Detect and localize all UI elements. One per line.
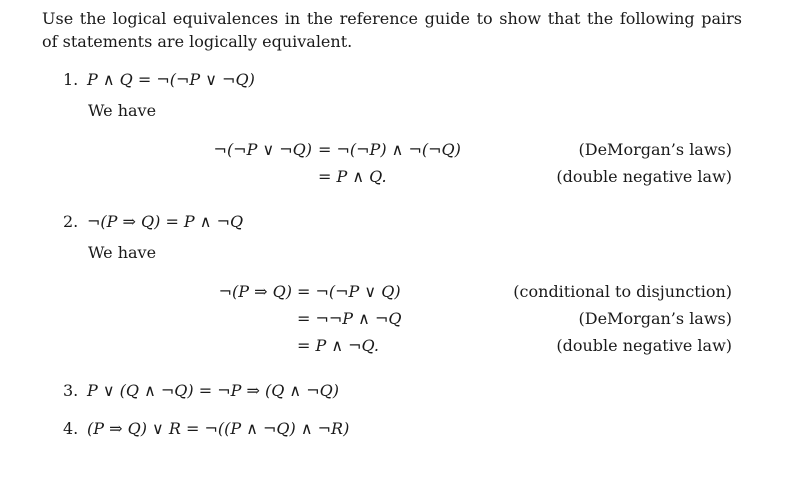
problem-statement: ¬(P ⇒ Q) = P ∧ ¬Q [87, 212, 244, 231]
derivation-reason: (double negative law) [556, 167, 732, 186]
derivation-step: = ¬¬P ∧ ¬Q [297, 309, 402, 328]
problem-number: 1. [63, 70, 79, 89]
problem-statement: P ∧ Q = ¬(¬P ∨ ¬Q) [87, 70, 255, 89]
derivation-step: = ¬(¬P) ∧ ¬(¬Q) [318, 140, 461, 159]
we-have-label: We have [88, 101, 157, 120]
problem-number: 4. [63, 419, 79, 438]
problem-statement: P ∨ (Q ∧ ¬Q) = ¬P ⇒ (Q ∧ ¬Q) [87, 381, 339, 400]
derivation-lhs: ¬(P ⇒ Q) [218, 282, 292, 301]
problem-number: 3. [63, 381, 79, 400]
derivation-lhs: ¬(¬P ∨ ¬Q) [213, 140, 312, 159]
derivation-reason: (DeMorgan’s laws) [578, 309, 732, 328]
problem-2 [63, 212, 243, 231]
derivation-step: = P ∧ Q. [318, 167, 387, 186]
problem-4 [63, 419, 349, 438]
we-have-label: We have [88, 243, 157, 262]
problem-1 [63, 70, 255, 89]
derivation-reason: (double negative law) [556, 336, 732, 355]
derivation-reason: (DeMorgan’s laws) [578, 140, 732, 159]
problem-number: 2. [63, 212, 79, 231]
problem-3 [63, 381, 339, 400]
derivation-step: = P ∧ ¬Q. [297, 336, 379, 355]
derivation-reason: (conditional to disjunction) [513, 282, 732, 301]
derivation-step: = ¬(¬P ∨ Q) [297, 282, 401, 301]
instructions-paragraph: Use the logical equivalences in the reference guide to show that the following pairs of statements are logically equivalent. [42, 9, 742, 51]
problem-statement: (P ⇒ Q) ∨ R = ¬((P ∧ ¬Q) ∧ ¬R) [87, 419, 350, 438]
